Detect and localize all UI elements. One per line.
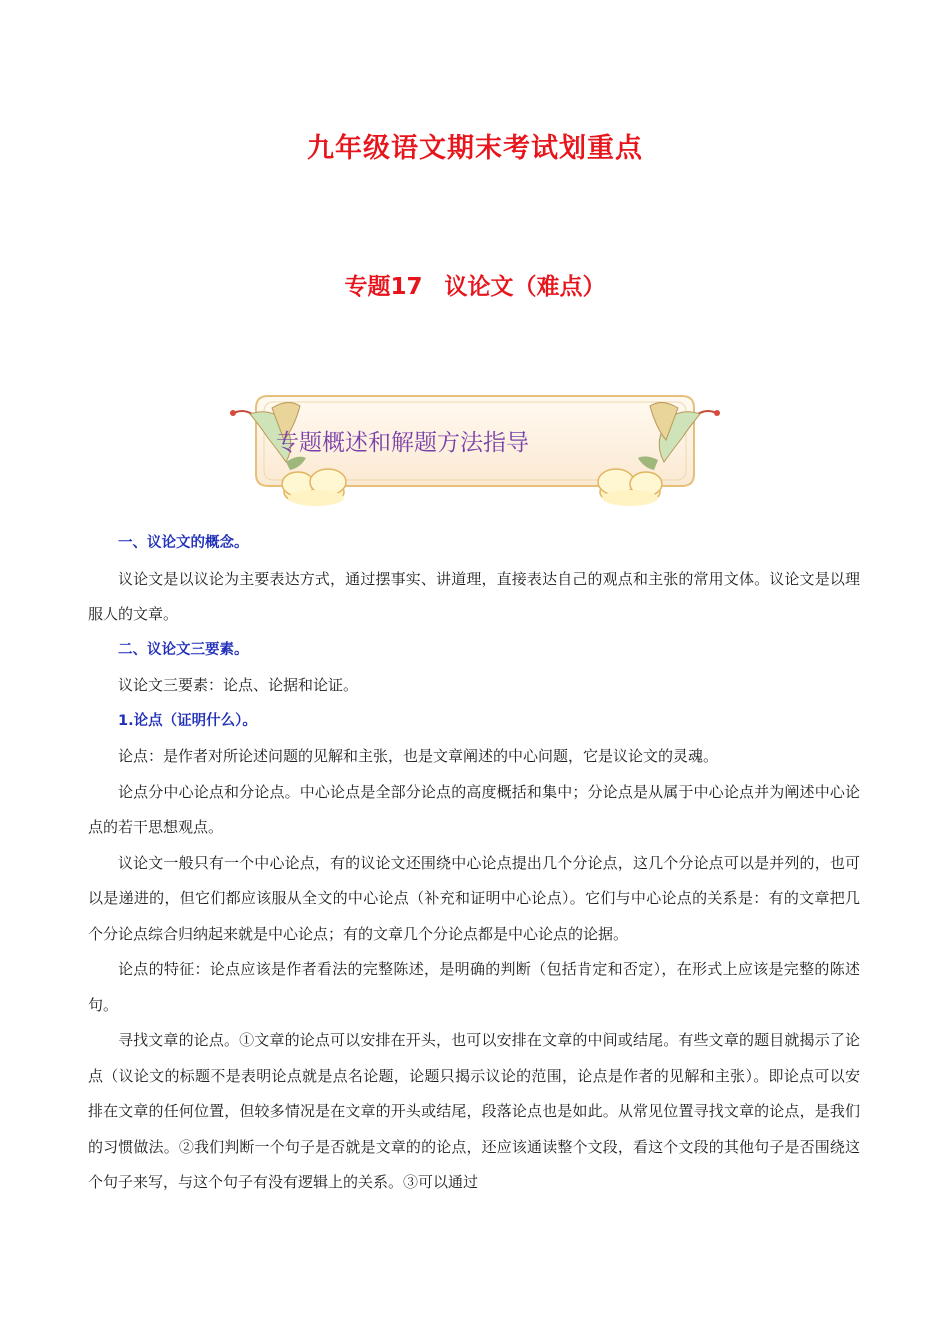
page-title: 九年级语文期末考试划重点: [307, 133, 643, 164]
body-paragraph: 议论文一般只有一个中心论点，有的议论文还围绕中心论点提出几个分论点，这几个分论点可以是并列的，也可以是递进的，但它们都应该服从全文的中心论点（补充和证明中心论点）。它们与中心论点的关系是：有的文章把几个分论点综合归纳起来就是中心论点；有的文章几个分论点都是中心论点的论据。: [88, 853, 860, 943]
topic-number: 专题17: [344, 274, 423, 300]
body-paragraph: 论点的特征：论点应该是作者看法的完整陈述，是明确的判断（包括肯定和否定），在形式上应该是完整的陈述句。: [88, 960, 860, 1014]
body-paragraph: 议论文三要素：论点、论据和论证。: [118, 676, 359, 694]
topic-name: 议论文（难点）: [444, 274, 606, 300]
body-paragraph: 论点分中心论点和分论点。中心论点是全部分论点的高度概括和集中；分论点是从属于中心论点并为阐述中心论点的若干思想观点。: [88, 782, 860, 836]
banner-title: 专题概述和解题方法指导: [276, 430, 529, 456]
section-banner: [228, 388, 722, 512]
body-paragraph: 议论文是以议论为主要表达方式，通过摆事实、讲道理，直接表达自己的观点和主张的常用文体。议论文是以理服人的文章。: [88, 569, 860, 623]
left-cloud-icon: [282, 469, 346, 506]
section-heading: 二、议论文三要素。: [118, 641, 249, 658]
document-body: [88, 526, 860, 1201]
section-heading: 1.论点（证明什么）。: [118, 712, 257, 729]
section-heading: 一、议论文的概念。: [118, 535, 249, 551]
body-paragraph: 论点：是作者对所论述问题的见解和主张，也是文章阐述的中心问题，它是议论文的灵魂。: [118, 747, 719, 765]
body-paragraph: 寻找文章的论点。①文章的论点可以安排在开头，也可以安排在文章的中间或结尾。有些文章的题目就揭示了论点（议论文的标题不是表明论点就是点名论题，论题只揭示议论的范围，论点是作者的见解和主张）。即论点可以安排在文章的任何位置，但较多情况是在文章的开头或结尾，段落论点也是如此。从常见位置寻找文章的论点，是我们的习惯做法。②我们判断一个句子是否就是文章的的论点，还应该通读整个文段，看这个文段的其他句子是否围绕这个句子来写，与这个句子有没有逻辑上的关系。③可以通过: [88, 1031, 860, 1191]
topic-title: [0, 268, 950, 301]
right-cloud-icon: [598, 469, 662, 506]
